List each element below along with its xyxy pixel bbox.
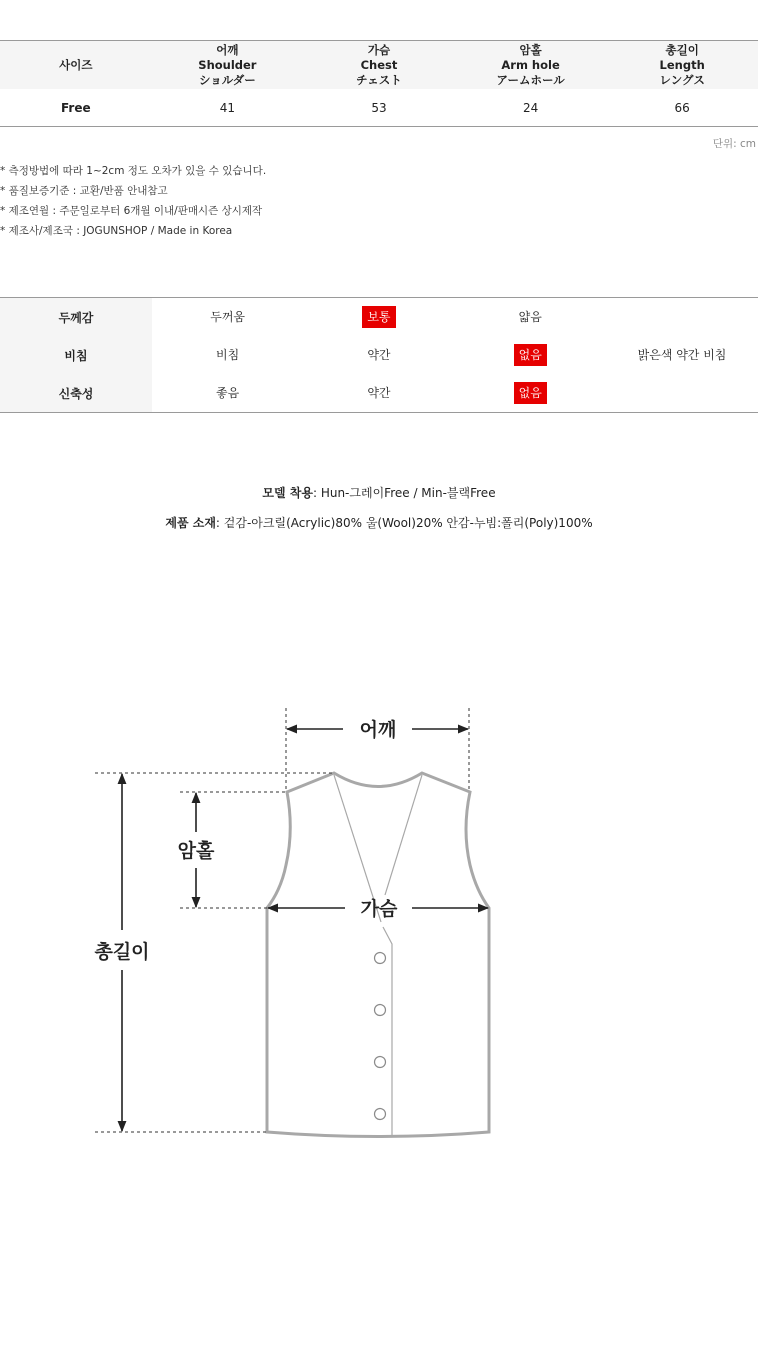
material-info-label: 제품 소재	[165, 516, 216, 530]
fabric-option: 약간	[367, 386, 391, 400]
button-icon	[375, 1109, 386, 1120]
fabric-row-thickness	[0, 298, 606, 336]
fabric-row-stretch	[0, 374, 606, 412]
model-info	[0, 484, 758, 501]
chest-value: 53	[371, 100, 387, 115]
length-value: 66	[674, 100, 690, 115]
fabric-option-selected: 없음	[455, 382, 606, 404]
fabric-option: 얇음	[518, 310, 542, 324]
fabric-note: 밝은색 약간 비침	[637, 347, 727, 362]
header-size: 사이즈	[59, 57, 93, 72]
guide-lines	[95, 708, 469, 1132]
header-length: 총길이 Length レングス	[659, 42, 705, 87]
shoulder-label: 어깨	[359, 719, 397, 741]
vest-buttons	[375, 953, 386, 1120]
vest-measurement-diagram	[0, 690, 758, 1160]
fabric-table	[0, 297, 758, 413]
notes-list	[0, 161, 266, 241]
size-table	[0, 40, 758, 127]
note-item: * 품질보증기준 : 교환/반품 안내참고	[0, 185, 168, 197]
unit-label: 단위: cm	[712, 138, 756, 150]
fabric-row-label: 신축성	[0, 374, 152, 412]
note-item: * 제조사/제조국 : JOGUNSHOP / Made in Korea	[0, 225, 233, 237]
armhole-label: 암홀	[177, 840, 215, 862]
model-info-text: : Hun-그레이Free / Min-블랙Free	[312, 486, 496, 500]
fabric-option: 좋음	[216, 386, 240, 400]
armhole-value: 24	[522, 100, 539, 115]
fabric-option-selected: 보통	[303, 306, 454, 328]
fabric-row-label: 비침	[0, 336, 152, 374]
length-label: 총길이	[94, 941, 150, 963]
header-chest: 가슴 Chest チェスト	[356, 42, 402, 87]
note-item: * 제조연월 : 주문일로부터 6개월 이내/판매시즌 상시제작	[0, 205, 263, 217]
chest-label: 가슴	[360, 898, 398, 920]
button-icon	[375, 1005, 386, 1016]
fabric-option-selected: 없음	[455, 344, 606, 366]
fabric-option: 두꺼움	[210, 310, 246, 324]
model-info-label: 모델 착용	[262, 486, 313, 500]
header-shoulder: 어깨 Shoulder ショルダー	[198, 42, 257, 87]
button-icon	[375, 953, 386, 964]
note-item: * 측정방법에 따라 1~2cm 정도 오차가 있을 수 있습니다.	[0, 165, 267, 177]
button-icon	[375, 1057, 386, 1068]
header-armhole: 암홀 Arm hole アームホール	[496, 42, 565, 87]
fabric-option: 약간	[367, 348, 391, 362]
shoulder-value: 41	[219, 100, 236, 115]
material-info-text: : 겉감-아크릴(Acrylic)80% 울(Wool)20% 안감-누빔:폴리(Poly)100%	[215, 516, 593, 530]
fabric-row-sheerness	[0, 336, 606, 374]
size-table-row	[0, 89, 758, 126]
fabric-row-label: 두께감	[0, 298, 152, 336]
size-table-header	[0, 41, 758, 89]
material-info	[0, 514, 758, 531]
fabric-option: 비침	[216, 348, 240, 362]
size-value: Free	[60, 100, 91, 115]
